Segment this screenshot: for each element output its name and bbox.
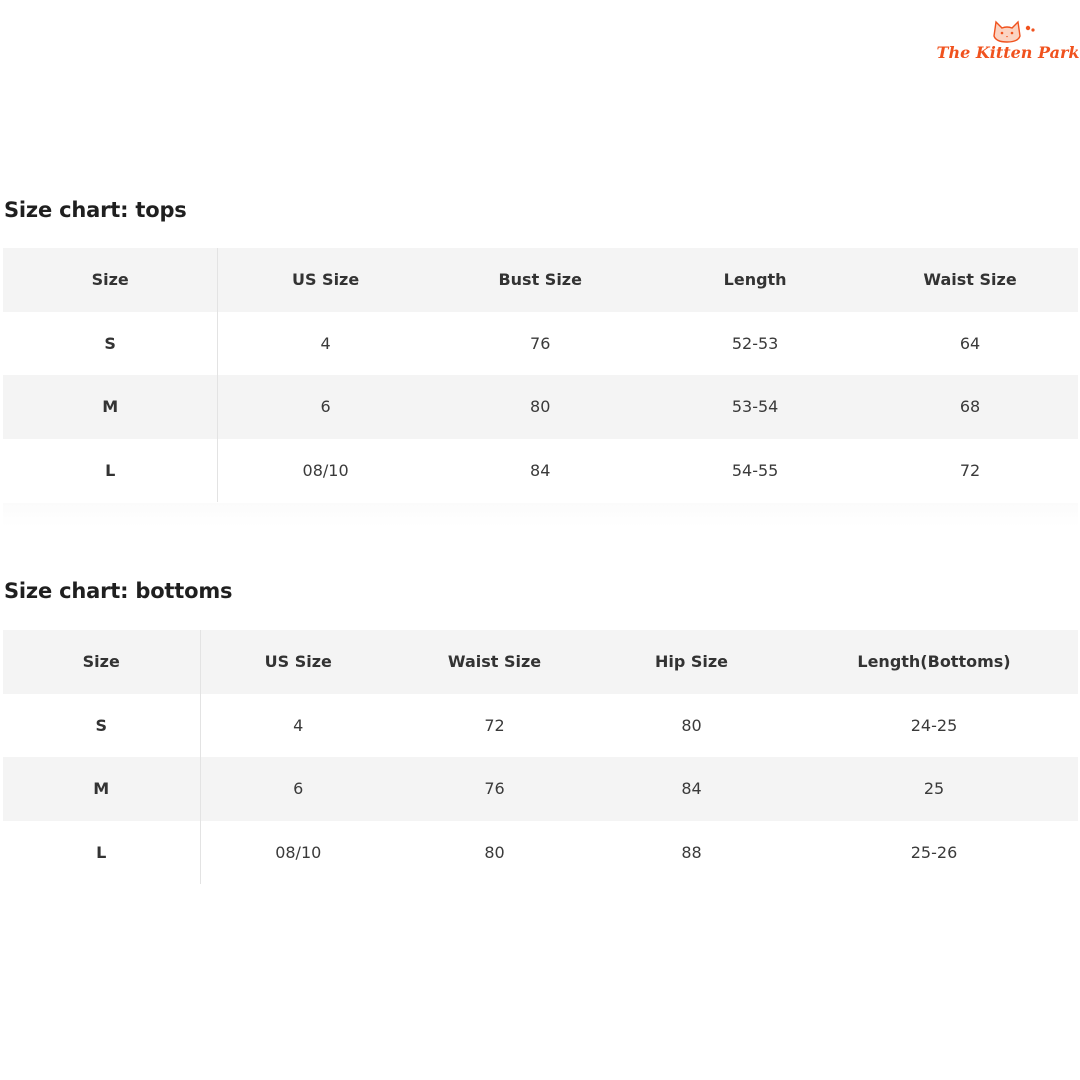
table-cell: 08/10	[302, 460, 349, 480]
column-header: Hip Size	[593, 630, 790, 694]
bottoms-size-table	[3, 630, 1079, 884]
table-row	[3, 694, 1078, 758]
column-header: Size	[3, 630, 200, 694]
brand-logo	[936, 14, 1080, 68]
column-header: Waist Size	[396, 630, 593, 694]
table-cell: 25-26	[910, 842, 958, 862]
kitten-logo-icon	[936, 14, 1080, 68]
table-cell: L	[3, 439, 218, 503]
table-cell: 84	[530, 460, 551, 480]
table-cell: S	[3, 694, 200, 758]
column-header: Size	[3, 248, 218, 312]
logo-text: The Kitten Park	[936, 43, 1080, 62]
column-header: Bust Size	[433, 248, 648, 312]
table-cell: 4	[320, 333, 331, 353]
table-cell: 80	[484, 842, 505, 862]
table-row	[3, 757, 1078, 821]
table-cell: 88	[681, 842, 702, 862]
table-cell: 76	[396, 757, 593, 821]
bottoms-section-title: Size chart: bottoms	[4, 579, 233, 603]
table-cell: 80	[681, 715, 702, 735]
table-cell: 84	[593, 757, 790, 821]
table-cell: 72	[959, 460, 981, 480]
table-cell: 53-54	[648, 375, 863, 439]
table-cell: L	[3, 821, 200, 885]
column-header: Waist Size	[863, 248, 1078, 312]
column-header: Length(Bottoms)	[790, 630, 1078, 694]
table-cell: 24-25	[910, 715, 958, 735]
table-cell: 80	[433, 375, 648, 439]
table-cell: 6	[218, 375, 433, 439]
table-row	[3, 312, 1078, 376]
table-cell: 6	[200, 757, 396, 821]
table-cell: 76	[530, 333, 551, 353]
column-header: US Size	[218, 248, 433, 312]
table-row	[3, 821, 1078, 885]
table-cell: S	[3, 312, 218, 376]
table-cell: 52-53	[731, 333, 779, 353]
table-cell: M	[3, 375, 218, 439]
table-cell: 54-55	[731, 460, 779, 480]
column-header: Length	[648, 248, 863, 312]
tops-section-title: Size chart: tops	[4, 198, 187, 222]
table-header-row	[3, 630, 1078, 694]
table-scroll-shadow	[3, 503, 1078, 527]
table-cell: 25	[790, 757, 1078, 821]
tops-size-table	[3, 248, 1078, 502]
table-cell: 08/10	[275, 842, 322, 862]
table-cell: 68	[863, 375, 1078, 439]
table-header-row	[3, 248, 1078, 312]
table-row	[3, 375, 1078, 439]
table-cell: M	[3, 757, 200, 821]
table-cell: 64	[959, 333, 981, 353]
column-header: US Size	[200, 630, 396, 694]
table-row	[3, 439, 1078, 503]
table-cell: 4	[293, 715, 304, 735]
table-cell: 72	[484, 715, 505, 735]
